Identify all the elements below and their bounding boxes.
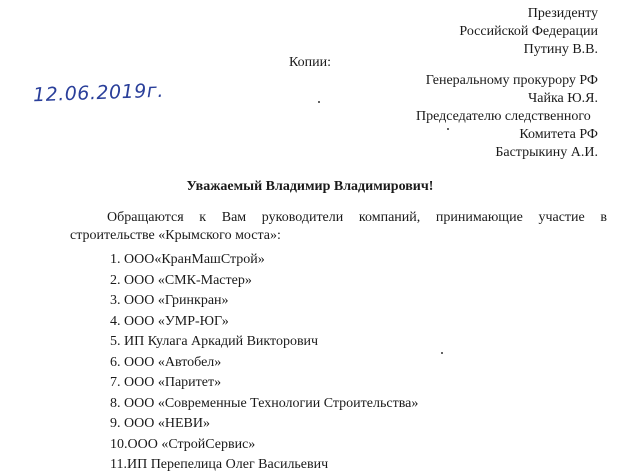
speck-mark	[441, 352, 443, 354]
list-item: 3. ООО «Гринкран»	[110, 293, 229, 308]
list-item: 1. ООО«КранМашСтрой»	[110, 252, 265, 267]
company-list	[110, 250, 418, 476]
intro-paragraph-line-1: Обращаются к Вам руководители компаний, принимающие участие в	[107, 210, 607, 225]
copy-recipient-line-1: Генеральному прокурору РФ	[425, 73, 598, 88]
list-item: 2. ООО «СМК-Мастер»	[110, 272, 252, 288]
copy-recipient-line-3: Председателю следственного	[416, 109, 591, 124]
list-item: 6. ООО «Автобел»	[110, 354, 222, 370]
recipient-line-1: Президенту	[527, 6, 598, 21]
recipient-line-3: Путину В.В.	[523, 42, 598, 57]
speck-mark	[318, 101, 320, 103]
recipient-line-2: Российской Федерации	[459, 24, 598, 39]
salutation-heading: Уважаемый Владимир Владимирович!	[186, 179, 434, 194]
list-item: 7. ООО «Паритет»	[110, 375, 222, 390]
list-item: 11.ИП Перепелица Олег Васильевич	[110, 457, 329, 472]
copies-label: Копии:	[289, 55, 332, 70]
list-item: 5. ИП Кулага Аркадий Викторович	[110, 334, 319, 349]
speck-mark	[447, 128, 449, 130]
copy-recipient-line-2: Чайка Ю.Я.	[528, 91, 598, 106]
copy-recipient-line-4: Комитета РФ	[519, 127, 598, 142]
intro-paragraph-line-2: строительстве «Крымского моста»:	[70, 228, 281, 243]
list-item: 8. ООО «Современные Технологии Строительства»	[110, 395, 419, 411]
list-item: 10.ООО «СтройСервис»	[110, 436, 256, 452]
handwritten-date: 12.06.2019г.	[32, 79, 165, 107]
copy-recipient-line-5: Бастрыкину А.И.	[495, 145, 598, 160]
list-item: 4. ООО «УМР-ЮГ»	[110, 313, 229, 329]
list-item: 9. ООО «НЕВИ»	[110, 416, 210, 431]
